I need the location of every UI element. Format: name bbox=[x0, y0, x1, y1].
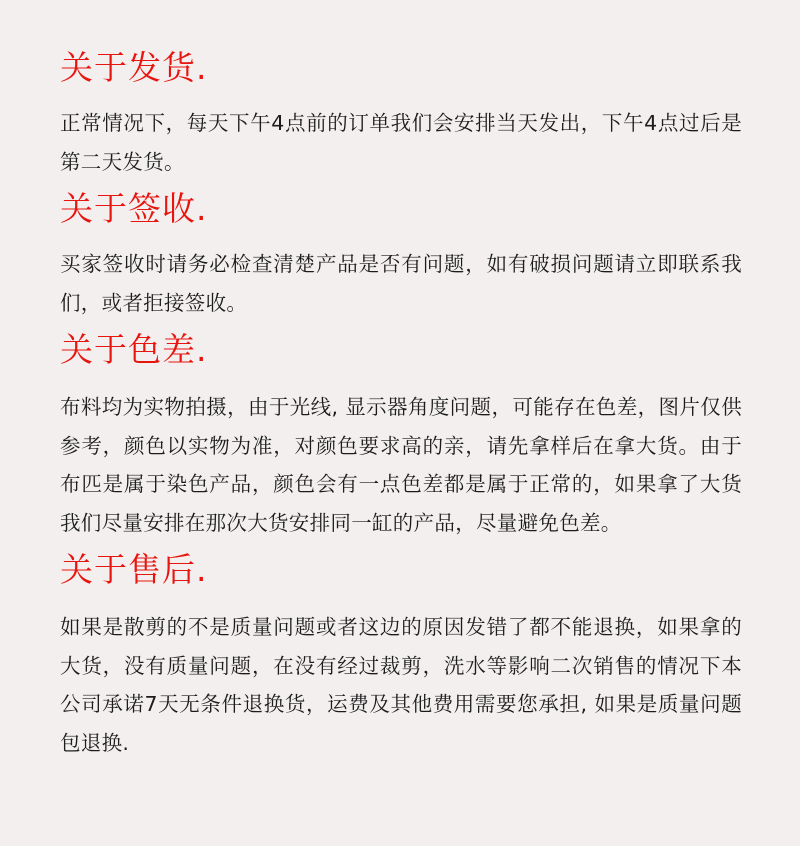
shipping-heading: 关于发货. bbox=[60, 48, 208, 87]
after-sales-heading: 关于售后. bbox=[60, 550, 208, 589]
receipt-heading: 关于签收. bbox=[60, 189, 208, 228]
policy-page bbox=[0, 46, 800, 846]
color-difference-heading: 关于色差. bbox=[60, 330, 208, 369]
receipt-text: 买家签收时请务必检查清楚产品是否有问题，如有破损问题请立即联系我们，或者拒接签收。 bbox=[60, 252, 742, 315]
shipping-text: 正常情况下，每天下午4点前的订单我们会安排当天发出，下午4点过后是第二天发货。 bbox=[60, 111, 742, 174]
after-sales-text: 如果是散剪的不是质量问题或者这边的原因发错了都不能退换，如果拿的大货，没有质量问题，在没有经过裁剪，洗水等影响二次销售的情况下本公司承诺7天无条件退换货，运费及其他费用需要您承担, 如果是质量问题包退换. bbox=[60, 615, 742, 755]
color-difference-text: 布料均为实物拍摄，由于光线, 显示器角度问题，可能存在色差，图片仅供参考，颜色以实物为准，对颜色要求高的亲，请先拿样后在拿大货。由于布匹是属于染色产品，颜色会有一点色差都是属于正常的，如果拿了大货我们尽量安排在那次大货安排同一缸的产品，尽量避免色差。 bbox=[60, 395, 742, 535]
